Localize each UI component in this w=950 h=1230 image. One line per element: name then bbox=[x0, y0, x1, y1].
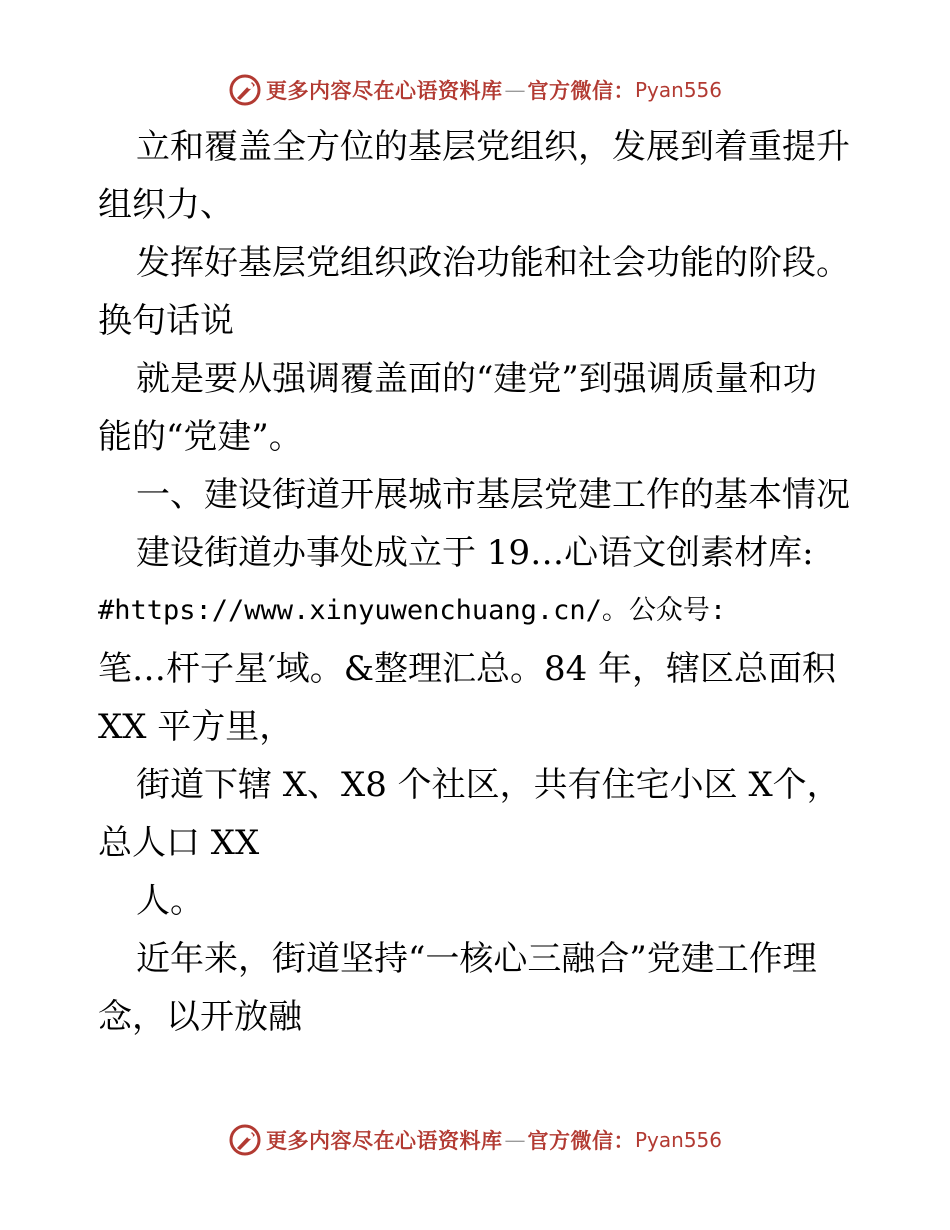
paragraph-line: 换句话说 bbox=[98, 301, 234, 341]
paragraph-line: XX 平方里， bbox=[98, 707, 294, 747]
header-banner bbox=[0, 70, 950, 110]
document-body bbox=[98, 118, 858, 1046]
paragraph-line: 发挥好基层党组织政治功能和社会功能的阶段。 bbox=[136, 243, 850, 283]
paragraph-line: 组织力、 bbox=[98, 185, 234, 225]
paragraph-line: 立和覆盖全方位的基层党组织，发展到着重提升 bbox=[136, 127, 850, 167]
footer-slogan: 更多内容尽在心语资料库 bbox=[265, 1128, 503, 1153]
header-label: 官方微信： bbox=[527, 78, 635, 103]
paragraph-line: 建设街道办事处成立于 19…心语文创素材库: bbox=[136, 533, 814, 573]
url-line: #https://www.xinyuwenchuang.cn/。公众号: bbox=[98, 595, 727, 626]
footer-contact: Pyan556 bbox=[634, 1128, 722, 1152]
paragraph-line: 近年来，街道坚持“一核心三融合”党建工作理 bbox=[136, 939, 817, 979]
quill-logo-icon bbox=[228, 73, 262, 107]
paragraph-line: 笔…杆子星′域。&整理汇总。84 年，辖区总面积 bbox=[98, 649, 837, 689]
paragraph-line: 念，以开放融 bbox=[98, 997, 302, 1037]
paragraph-line: 就是要从强调覆盖面的“建党”到强调质量和功 bbox=[136, 359, 817, 399]
footer-label: 官方微信： bbox=[527, 1128, 635, 1153]
section-heading: 一、建设街道开展城市基层党建工作的基本情况 bbox=[136, 475, 850, 515]
header-dash: — bbox=[504, 78, 526, 102]
footer-banner bbox=[0, 1120, 950, 1160]
footer-dash: — bbox=[504, 1128, 526, 1152]
paragraph-line: 人。 bbox=[136, 881, 204, 921]
header-contact: Pyan556 bbox=[634, 78, 722, 102]
paragraph-line: 街道下辖 X、X8 个社区，共有住宅小区 X个， bbox=[136, 765, 841, 805]
quill-logo-icon bbox=[228, 1123, 262, 1157]
header-slogan: 更多内容尽在心语资料库 bbox=[265, 78, 503, 103]
paragraph-line: 能的“党建”。 bbox=[98, 417, 303, 457]
paragraph-line: 总人口 XX bbox=[98, 823, 260, 863]
